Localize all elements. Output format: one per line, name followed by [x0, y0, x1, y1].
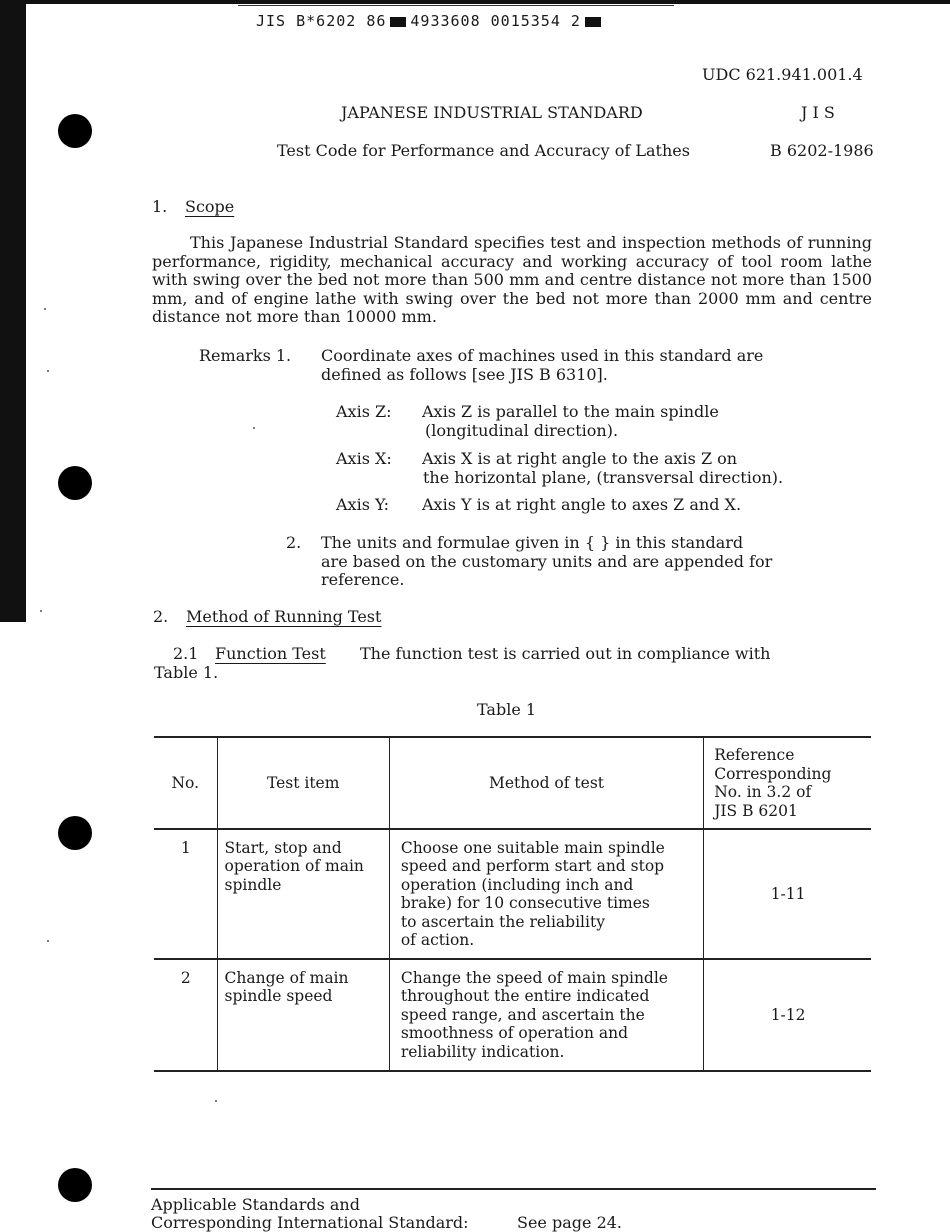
footer-see-page: See page 24.	[517, 1213, 623, 1232]
test-table	[154, 736, 871, 1072]
table-header-row	[154, 737, 871, 829]
subsection-2-1-text-2: Table 1.	[154, 663, 219, 682]
jis-label: J I S	[801, 103, 835, 122]
punch-hole-4	[58, 1168, 92, 1202]
subsection-2-1-heading: Function Test	[215, 644, 326, 663]
row-2-ref: 1-12	[704, 959, 871, 1071]
remark-2-line-3: reference.	[321, 570, 405, 589]
remark-2-line-1: The units and formulae given in { } in this standard	[321, 533, 744, 552]
row-2-item: Change of main spindle speed	[217, 959, 389, 1071]
axis-y-line-1: Axis Y is at right angle to axes Z and X.	[422, 495, 742, 514]
remarks-label: Remarks 1.	[199, 346, 292, 365]
axis-z-label: Axis Z:	[336, 402, 392, 421]
scope-paragraph: This Japanese Industrial Standard specifies test and inspection methods of running performance, rigidity, mechanical accuracy and working accuracy of tool room lathe with swing over the bed not more than 500 mm and centre distance not more than 1500 mm, and of engine lathe with swing over the bed not more than 2000 mm and centre distance not more than 10000 mm.	[152, 233, 872, 327]
punch-hole-2	[58, 466, 92, 500]
footer-line-2: Corresponding International Standard:	[151, 1213, 469, 1232]
row-2-no: 2	[154, 959, 217, 1071]
axis-z-line-2: (longitudinal direction).	[425, 421, 619, 440]
remark-1-line-1: Coordinate axes of machines used in this standard are	[321, 346, 764, 365]
axis-x-line-2: the horizontal plane, (transversal direction).	[423, 468, 784, 487]
header-rule	[238, 5, 674, 6]
table-caption: Table 1	[477, 700, 537, 719]
axis-x-label: Axis X:	[336, 449, 392, 468]
row-2-method: Change the speed of main spindle throughout the entire indicated speed range, and ascertain the smoothness of operation and reliability indication.	[389, 959, 703, 1071]
udc-number: UDC 621.941.001.4	[702, 65, 863, 84]
axis-z-line-1: Axis Z is parallel to the main spindle	[422, 402, 719, 421]
document-title: Test Code for Performance and Accuracy of Lathes	[277, 141, 690, 160]
table-row	[154, 959, 871, 1071]
remark-2-line-2: are based on the customary units and are appended for	[321, 552, 773, 571]
table-row	[154, 829, 871, 959]
scan-binding-edge	[0, 0, 26, 622]
remark-1-line-2: defined as follows [see JIS B 6310].	[321, 365, 608, 384]
section-1-heading: Scope	[185, 197, 235, 216]
header-reference: Reference Corresponding No. in 3.2 of JIS B 6201	[704, 737, 871, 829]
subsection-2-1-number: 2.1	[173, 644, 199, 663]
section-2-heading: Method of Running Test	[186, 607, 382, 626]
row-1-ref: 1-11	[704, 829, 871, 959]
standard-name: JAPANESE INDUSTRIAL STANDARD	[341, 103, 643, 122]
row-1-method: Choose one suitable main spindle speed and perform start and stop operation (including inch and brake) for 10 consecutive times to ascertain the reliability of action.	[389, 829, 703, 959]
header-method: Method of test	[389, 737, 703, 829]
punch-hole-3	[58, 816, 92, 850]
punch-hole-1	[58, 114, 92, 148]
footer-line-1: Applicable Standards and	[151, 1195, 360, 1214]
row-1-item: Start, stop and operation of main spindle	[217, 829, 389, 959]
document-number: B 6202-1986	[770, 141, 874, 160]
header-no: No.	[154, 737, 217, 829]
section-1-number: 1.	[152, 197, 168, 216]
scan-header-code: JIS B*6202 86 4933608 0015354 2	[256, 12, 605, 30]
subsection-2-1-text: The function test is carried out in compliance with	[360, 644, 771, 663]
footer-rule	[151, 1188, 876, 1190]
row-1-no: 1	[154, 829, 217, 959]
remark-2-number: 2.	[286, 533, 302, 552]
scan-top-edge	[0, 0, 950, 4]
axis-y-label: Axis Y:	[336, 495, 389, 514]
section-2-number: 2.	[153, 607, 169, 626]
header-test-item: Test item	[217, 737, 389, 829]
axis-x-line-1: Axis X is at right angle to the axis Z on	[422, 449, 738, 468]
